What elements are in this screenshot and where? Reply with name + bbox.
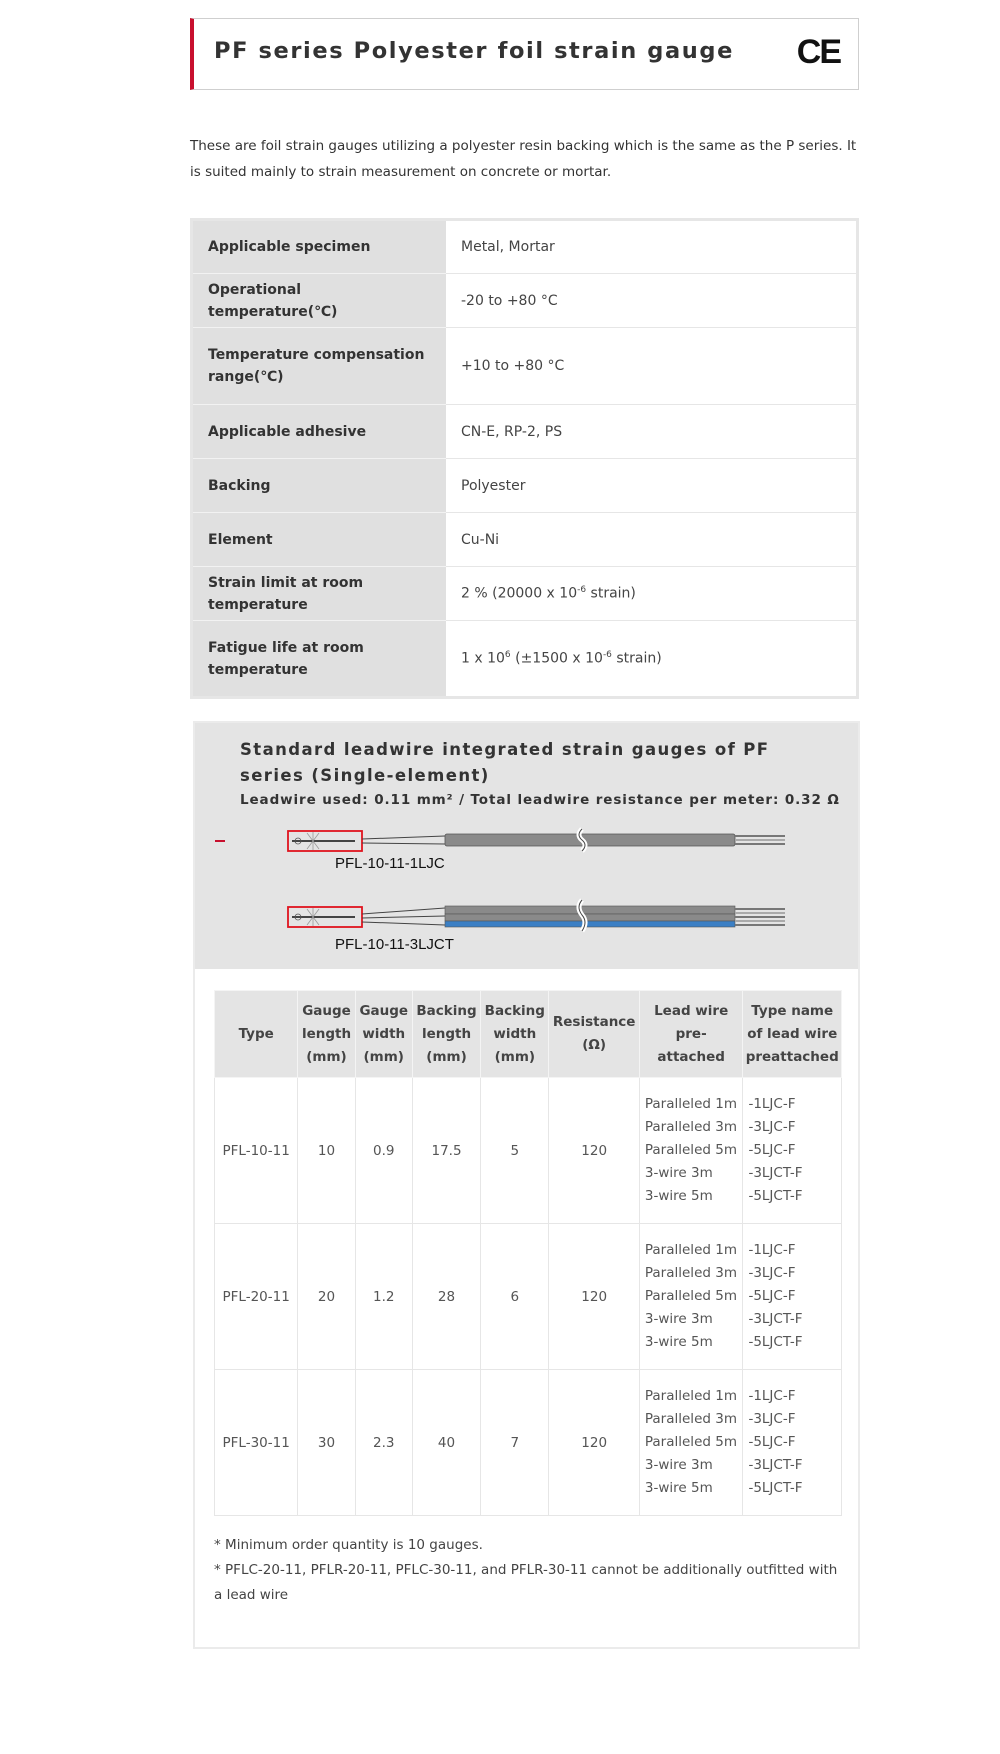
- type-name: -3LJC-F: [748, 1265, 796, 1281]
- spec-value-part: strain): [586, 585, 636, 602]
- spec-value-sup: -6: [577, 585, 587, 596]
- spec-value-part: strain): [611, 650, 662, 667]
- cell-gauge-width: 1.2: [355, 1224, 412, 1370]
- cell-resistance: 120: [549, 1224, 639, 1370]
- col-header-gauge-width: Gauge width (mm): [355, 991, 412, 1078]
- cell-type: PFL-10-11: [215, 1078, 298, 1224]
- page-title-box: [190, 18, 859, 90]
- cell-backing-width: 7: [481, 1370, 549, 1516]
- col-header-lead-wire: Lead wire pre-attached: [639, 991, 743, 1078]
- spec-row: [192, 621, 858, 698]
- cell-backing-length: 17.5: [412, 1078, 480, 1224]
- cell-gauge-width: 2.3: [355, 1370, 412, 1516]
- spec-label: Fatigue life at room temperature: [192, 621, 447, 698]
- spec-row: [192, 274, 858, 328]
- col-header-backing-width: Backing width (mm): [481, 991, 549, 1078]
- notes: [214, 1533, 844, 1608]
- type-table: [214, 990, 842, 1516]
- lead-option: Paralleled 3m: [644, 1411, 737, 1427]
- table-row: [215, 1224, 842, 1370]
- note-item: * Minimum order quantity is 10 gauges.: [214, 1537, 483, 1553]
- cell-backing-width: 6: [481, 1224, 549, 1370]
- lead-option: 3-wire 5m: [644, 1334, 713, 1350]
- cell-lead-wire-list: [639, 1370, 743, 1516]
- cell-backing-length: 40: [412, 1370, 480, 1516]
- lead-option: 3-wire 5m: [644, 1480, 713, 1496]
- leadwire-subtitle: Leadwire used: 0.11 mm² / Total leadwire resistance per meter: 0.32 Ω: [240, 792, 840, 808]
- col-header-gauge-length: Gauge length (mm): [298, 991, 355, 1078]
- spec-value: +10 to +80 °C: [446, 328, 858, 405]
- cell-type-name-list: [743, 1078, 842, 1224]
- ce-mark-logo: CE: [796, 33, 840, 71]
- col-header-type: Type: [215, 991, 298, 1078]
- lead-option: Paralleled 5m: [644, 1434, 737, 1450]
- gauge-diagram-1ljc: [288, 829, 785, 851]
- diagram-label-1ljc: PFL-10-11-1LJC: [335, 855, 445, 872]
- table-row: [215, 1370, 842, 1516]
- lead-option: Paralleled 5m: [644, 1142, 737, 1158]
- spec-value: [446, 621, 858, 698]
- type-name: -1LJC-F: [748, 1388, 796, 1404]
- spec-value: [446, 567, 858, 621]
- cell-gauge-length: 20: [298, 1224, 355, 1370]
- cell-backing-width: 5: [481, 1078, 549, 1224]
- spec-value-part: 2 % (20000 x 10: [461, 585, 578, 602]
- cell-gauge-length: 30: [298, 1370, 355, 1516]
- leadwire-title: Standard leadwire integrated strain gauges of PF series (Single-element): [240, 740, 770, 785]
- spec-value-part: (±1500 x 10: [510, 650, 603, 667]
- cell-lead-wire-list: [639, 1224, 743, 1370]
- spec-row: [192, 567, 858, 621]
- type-name: -5LJCT-F: [748, 1334, 803, 1350]
- type-name: -5LJCT-F: [748, 1480, 803, 1496]
- spec-value-sup: 6: [504, 650, 511, 661]
- type-name: -3LJCT-F: [748, 1165, 803, 1181]
- intro-text: These are foil strain gauges utilizing a polyester resin backing which is the same as the P series. It is suited mainly to strain measurement on concrete or mortar.: [190, 138, 857, 180]
- spec-label: Temperature compensation range(℃): [192, 328, 447, 405]
- lead-option: 3-wire 5m: [644, 1188, 713, 1204]
- cell-type-name-list: [743, 1224, 842, 1370]
- type-name: -3LJC-F: [748, 1411, 796, 1427]
- spec-label: Strain limit at room temperature: [192, 567, 447, 621]
- lead-option: Paralleled 3m: [644, 1119, 737, 1135]
- spec-row: [192, 459, 858, 513]
- lead-option: 3-wire 3m: [644, 1457, 713, 1473]
- spec-label: Backing: [192, 459, 447, 513]
- cell-gauge-width: 0.9: [355, 1078, 412, 1224]
- leadwire-header: [195, 723, 858, 969]
- type-name: -5LJCT-F: [748, 1188, 803, 1204]
- spec-value: Metal, Mortar: [446, 220, 858, 274]
- lead-option: Paralleled 1m: [644, 1388, 737, 1404]
- spec-row: [192, 328, 858, 405]
- spec-row: [192, 220, 858, 274]
- note-item: * PFLC-20-11, PFLR-20-11, PFLC-30-11, and PFLR-30-11 cannot be additionally outfitted with a lead wire: [214, 1562, 838, 1603]
- leadwire-section: [193, 721, 860, 1649]
- spec-value: Cu-Ni: [446, 513, 858, 567]
- cell-type-name-list: [743, 1370, 842, 1516]
- cell-resistance: 120: [549, 1078, 639, 1224]
- type-name: -3LJCT-F: [748, 1457, 803, 1473]
- cell-type: PFL-30-11: [215, 1370, 298, 1516]
- type-name: -3LJC-F: [748, 1119, 796, 1135]
- cell-gauge-length: 10: [298, 1078, 355, 1224]
- col-header-type-name: Type name of lead wire preattached: [743, 991, 842, 1078]
- lead-option: Paralleled 5m: [644, 1288, 737, 1304]
- type-name: -5LJC-F: [748, 1142, 796, 1158]
- page-title: PF series Polyester foil strain gauge: [214, 38, 734, 64]
- spec-value: Polyester: [446, 459, 858, 513]
- col-header-resistance: Resistance (Ω): [549, 991, 639, 1078]
- spec-value-part: 1 x 10: [461, 650, 505, 667]
- lead-option: 3-wire 3m: [644, 1311, 713, 1327]
- cell-backing-length: 28: [412, 1224, 480, 1370]
- lead-option: Paralleled 3m: [644, 1265, 737, 1281]
- diagram-label-3ljct: PFL-10-11-3LJCT: [335, 936, 454, 953]
- lead-option: Paralleled 1m: [644, 1096, 737, 1112]
- col-header-backing-length: Backing length (mm): [412, 991, 480, 1078]
- type-name: -3LJCT-F: [748, 1311, 803, 1327]
- cell-lead-wire-list: [639, 1078, 743, 1224]
- type-name: -5LJC-F: [748, 1288, 796, 1304]
- table-header-row: [215, 991, 842, 1078]
- type-name: -1LJC-F: [748, 1242, 796, 1258]
- type-name: -5LJC-F: [748, 1434, 796, 1450]
- spec-value: -20 to +80 °C: [446, 274, 858, 328]
- spec-table: [190, 218, 859, 699]
- table-row: [215, 1078, 842, 1224]
- gauge-diagram-3ljct: [288, 900, 785, 931]
- lead-option: Paralleled 1m: [644, 1242, 737, 1258]
- spec-label: Operational temperature(℃): [192, 274, 447, 328]
- leadwire-diagram: [195, 723, 858, 969]
- spec-row: [192, 513, 858, 567]
- spec-label: Applicable adhesive: [192, 405, 447, 459]
- spec-row: [192, 405, 858, 459]
- cell-type: PFL-20-11: [215, 1224, 298, 1370]
- spec-label: Applicable specimen: [192, 220, 447, 274]
- spec-value-sup: -6: [602, 650, 612, 661]
- cell-resistance: 120: [549, 1370, 639, 1516]
- type-name: -1LJC-F: [748, 1096, 796, 1112]
- lead-option: 3-wire 3m: [644, 1165, 713, 1181]
- spec-value: CN-E, RP-2, PS: [446, 405, 858, 459]
- spec-label: Element: [192, 513, 447, 567]
